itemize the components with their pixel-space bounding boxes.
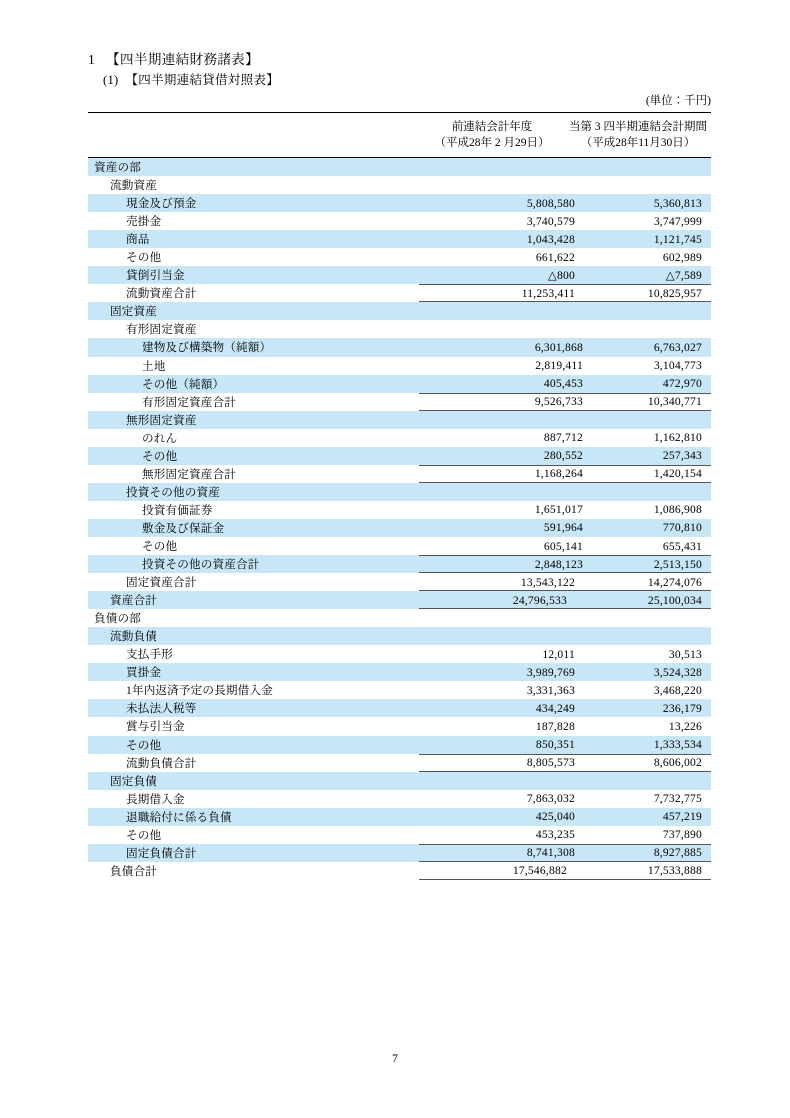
row-label: 商品 bbox=[126, 233, 150, 247]
row-label: その他 bbox=[142, 449, 178, 463]
row-value-previous-fiscal-year: 12,011 bbox=[542, 647, 575, 661]
row-label: 流動資産 bbox=[110, 179, 157, 193]
column-header-current-q3-period bbox=[565, 119, 711, 152]
table-row bbox=[88, 663, 711, 681]
table-row bbox=[88, 645, 711, 663]
row-value-previous-fiscal-year: 8,805,573 bbox=[526, 756, 575, 770]
section-heading-1 bbox=[88, 48, 259, 68]
row-value-previous-fiscal-year: 591,964 bbox=[543, 521, 583, 535]
row-value-previous-fiscal-year: 2,848,123 bbox=[534, 557, 583, 571]
row-label: 投資その他の資産合計 bbox=[142, 558, 260, 572]
row-label: 1年内返済予定の長期借入金 bbox=[126, 684, 273, 698]
table-row bbox=[88, 176, 711, 194]
row-value-previous-fiscal-year: 850,351 bbox=[535, 738, 575, 752]
row-value-previous-fiscal-year: 13,543,122 bbox=[520, 575, 575, 589]
row-label: 固定資産 bbox=[110, 305, 157, 319]
row-value-previous-fiscal-year: △800 bbox=[547, 269, 575, 283]
row-label: 長期借入金 bbox=[126, 792, 185, 806]
column-header-previous-line2: （平成28年 2 月29日） bbox=[434, 137, 550, 149]
row-value-previous-fiscal-year: 9,526,733 bbox=[534, 395, 583, 409]
row-label: 支払手形 bbox=[126, 648, 173, 662]
table-body bbox=[88, 158, 711, 880]
table-row bbox=[88, 248, 711, 266]
row-value-current-q3-period: 25,100,034 bbox=[647, 593, 702, 607]
row-value-current-q3-period: 3,104,773 bbox=[653, 359, 702, 373]
row-value-current-q3-period: 14,274,076 bbox=[647, 575, 702, 589]
row-value-previous-fiscal-year: 24,796,533 bbox=[512, 593, 567, 607]
section-heading-2-number: (1) bbox=[103, 73, 119, 87]
row-value-current-q3-period: 6,763,027 bbox=[653, 340, 702, 354]
table-row bbox=[88, 627, 711, 645]
row-label: 無形固定資産 bbox=[126, 413, 197, 427]
row-value-current-q3-period: 1,162,810 bbox=[653, 431, 702, 445]
row-value-current-q3-period: 3,524,328 bbox=[653, 665, 702, 679]
row-label: 貸倒引当金 bbox=[126, 269, 185, 283]
row-label: 買掛金 bbox=[126, 666, 162, 680]
row-label: 負債合計 bbox=[110, 864, 157, 878]
table-row bbox=[88, 736, 711, 754]
row-value-current-q3-period: 457,219 bbox=[662, 810, 702, 824]
row-value-previous-fiscal-year: 6,301,868 bbox=[534, 340, 583, 354]
table-row bbox=[88, 591, 711, 609]
row-value-previous-fiscal-year: 453,235 bbox=[535, 828, 575, 842]
unit-note: (単位：千円) bbox=[645, 95, 711, 107]
table-row bbox=[88, 754, 711, 772]
row-value-previous-fiscal-year: 8,741,308 bbox=[526, 846, 575, 860]
row-label: その他 bbox=[126, 738, 162, 752]
table-row bbox=[88, 411, 711, 429]
row-value-previous-fiscal-year: 3,331,363 bbox=[526, 683, 575, 697]
row-label: 土地 bbox=[142, 359, 166, 373]
row-value-previous-fiscal-year: 7,863,032 bbox=[526, 792, 575, 806]
balance-sheet-table bbox=[88, 112, 711, 880]
row-value-current-q3-period: 5,360,813 bbox=[653, 196, 702, 210]
column-header-current-line1: 当第 3 四半期連結会計期間 bbox=[569, 120, 707, 133]
row-value-current-q3-period: 1,333,534 bbox=[653, 738, 702, 752]
row-value-current-q3-period: 3,468,220 bbox=[653, 683, 702, 697]
table-row bbox=[88, 230, 711, 248]
table-row bbox=[88, 717, 711, 735]
row-value-current-q3-period: 257,343 bbox=[662, 449, 702, 463]
row-value-previous-fiscal-year: 280,552 bbox=[543, 449, 583, 463]
row-label: 固定資産合計 bbox=[126, 576, 197, 590]
row-label: 建物及び構築物（純額） bbox=[142, 341, 272, 355]
row-value-previous-fiscal-year: 5,808,580 bbox=[526, 196, 575, 210]
table-row bbox=[88, 537, 711, 555]
table-row bbox=[88, 826, 711, 844]
table-row bbox=[88, 447, 711, 465]
row-value-previous-fiscal-year: 3,740,579 bbox=[526, 214, 575, 228]
row-label: その他 bbox=[126, 828, 162, 842]
table-row bbox=[88, 573, 711, 591]
row-value-current-q3-period: 8,927,885 bbox=[653, 846, 702, 860]
section-heading-1-title: 【四半期連結財務諸表】 bbox=[106, 52, 260, 67]
row-label: 固定負債 bbox=[110, 774, 157, 788]
row-value-previous-fiscal-year: 3,989,769 bbox=[526, 665, 575, 679]
table-row bbox=[88, 790, 711, 808]
section-heading-2 bbox=[103, 70, 279, 88]
table-row bbox=[88, 844, 711, 862]
row-value-current-q3-period: 3,747,999 bbox=[653, 214, 702, 228]
row-label: その他（純額） bbox=[142, 377, 225, 391]
row-value-current-q3-period: 17,533,888 bbox=[647, 864, 702, 878]
row-label: 無形固定資産合計 bbox=[142, 467, 236, 481]
row-value-current-q3-period: 770,810 bbox=[662, 521, 702, 535]
table-row bbox=[88, 429, 711, 447]
row-label: 未払法人税等 bbox=[126, 702, 197, 716]
table-row bbox=[88, 609, 711, 627]
row-value-previous-fiscal-year: 887,712 bbox=[543, 431, 583, 445]
table-column-headers bbox=[88, 113, 711, 157]
row-label: 資産の部 bbox=[94, 161, 141, 175]
section-heading-1-number: 1 bbox=[88, 52, 96, 67]
table-row bbox=[88, 501, 711, 519]
table-row bbox=[88, 862, 711, 880]
row-value-previous-fiscal-year: 1,043,428 bbox=[526, 232, 575, 246]
row-label: のれん bbox=[142, 431, 178, 445]
table-row bbox=[88, 393, 711, 411]
row-label: 敷金及び保証金 bbox=[142, 521, 225, 535]
row-value-current-q3-period: 7,732,775 bbox=[653, 792, 702, 806]
table-row bbox=[88, 302, 711, 320]
row-value-previous-fiscal-year: 405,453 bbox=[543, 377, 583, 391]
table-row bbox=[88, 375, 711, 393]
row-value-current-q3-period: 8,606,002 bbox=[653, 756, 702, 770]
row-label: 流動負債 bbox=[110, 630, 157, 644]
row-label: その他 bbox=[142, 540, 178, 553]
row-label: 資産合計 bbox=[110, 594, 157, 608]
row-label: その他 bbox=[126, 251, 162, 265]
row-value-previous-fiscal-year: 605,141 bbox=[543, 539, 583, 553]
row-label: 投資有価証券 bbox=[142, 503, 213, 517]
row-value-current-q3-period: 602,989 bbox=[662, 250, 702, 264]
row-value-current-q3-period: 10,340,771 bbox=[647, 395, 702, 409]
table-row bbox=[88, 465, 711, 483]
row-value-previous-fiscal-year: 661,622 bbox=[535, 250, 575, 264]
row-value-previous-fiscal-year: 434,249 bbox=[535, 701, 575, 715]
table-row bbox=[88, 772, 711, 790]
row-value-current-q3-period: 1,420,154 bbox=[653, 467, 702, 481]
table-row bbox=[88, 808, 711, 826]
row-value-current-q3-period: 737,890 bbox=[662, 828, 702, 842]
row-label: 有形固定資産 bbox=[126, 323, 197, 337]
column-header-previous-line1: 前連結会計年度 bbox=[451, 120, 533, 133]
table-row bbox=[88, 555, 711, 573]
row-label: 有形固定資産合計 bbox=[142, 395, 236, 409]
row-value-previous-fiscal-year: 1,168,264 bbox=[534, 467, 583, 481]
row-value-previous-fiscal-year: 17,546,882 bbox=[512, 864, 567, 878]
row-label: 流動資産合計 bbox=[126, 287, 197, 301]
row-value-current-q3-period: 236,179 bbox=[662, 701, 702, 715]
row-value-current-q3-period: 2,513,150 bbox=[653, 557, 702, 571]
table-row bbox=[88, 681, 711, 699]
row-label: 固定負債合計 bbox=[126, 846, 197, 860]
row-label: 売掛金 bbox=[126, 215, 162, 229]
row-value-previous-fiscal-year: 1,651,017 bbox=[534, 503, 583, 517]
row-label: 流動負債合計 bbox=[126, 756, 197, 770]
table-row bbox=[88, 338, 711, 356]
table-row bbox=[88, 158, 711, 176]
section-heading-2-title: 【四半期連結貸借対照表】 bbox=[125, 73, 280, 87]
row-value-current-q3-period: 655,431 bbox=[662, 539, 702, 553]
row-value-current-q3-period: 10,825,957 bbox=[647, 286, 702, 300]
table-row bbox=[88, 519, 711, 537]
row-label: 退職給付に係る負債 bbox=[126, 810, 232, 824]
row-value-current-q3-period: 1,086,908 bbox=[653, 503, 702, 517]
table-row bbox=[88, 483, 711, 501]
table-row bbox=[88, 212, 711, 230]
table-row bbox=[88, 320, 711, 338]
row-label: 現金及び預金 bbox=[126, 197, 197, 211]
row-value-current-q3-period: 13,226 bbox=[668, 719, 702, 733]
table-row bbox=[88, 266, 711, 284]
row-value-current-q3-period: △7,589 bbox=[665, 269, 702, 283]
row-label: 賞与引当金 bbox=[126, 720, 185, 734]
table-row bbox=[88, 284, 711, 302]
row-value-current-q3-period: 472,970 bbox=[662, 377, 702, 391]
row-value-current-q3-period: 30,513 bbox=[668, 647, 702, 661]
row-value-previous-fiscal-year: 2,819,411 bbox=[535, 359, 583, 373]
table-row bbox=[88, 357, 711, 375]
column-header-current-line2: （平成28年11月30日） bbox=[580, 137, 696, 149]
row-value-previous-fiscal-year: 11,253,411 bbox=[521, 286, 575, 300]
table-row bbox=[88, 194, 711, 212]
row-label: 負債の部 bbox=[94, 612, 141, 626]
row-label: 投資その他の資産 bbox=[126, 485, 220, 499]
column-header-previous-fiscal-year bbox=[419, 119, 565, 152]
row-value-previous-fiscal-year: 425,040 bbox=[535, 810, 575, 824]
page-number: 7 bbox=[392, 1053, 398, 1065]
table-row bbox=[88, 699, 711, 717]
row-value-previous-fiscal-year: 187,828 bbox=[535, 719, 575, 733]
row-value-current-q3-period: 1,121,745 bbox=[653, 232, 702, 246]
